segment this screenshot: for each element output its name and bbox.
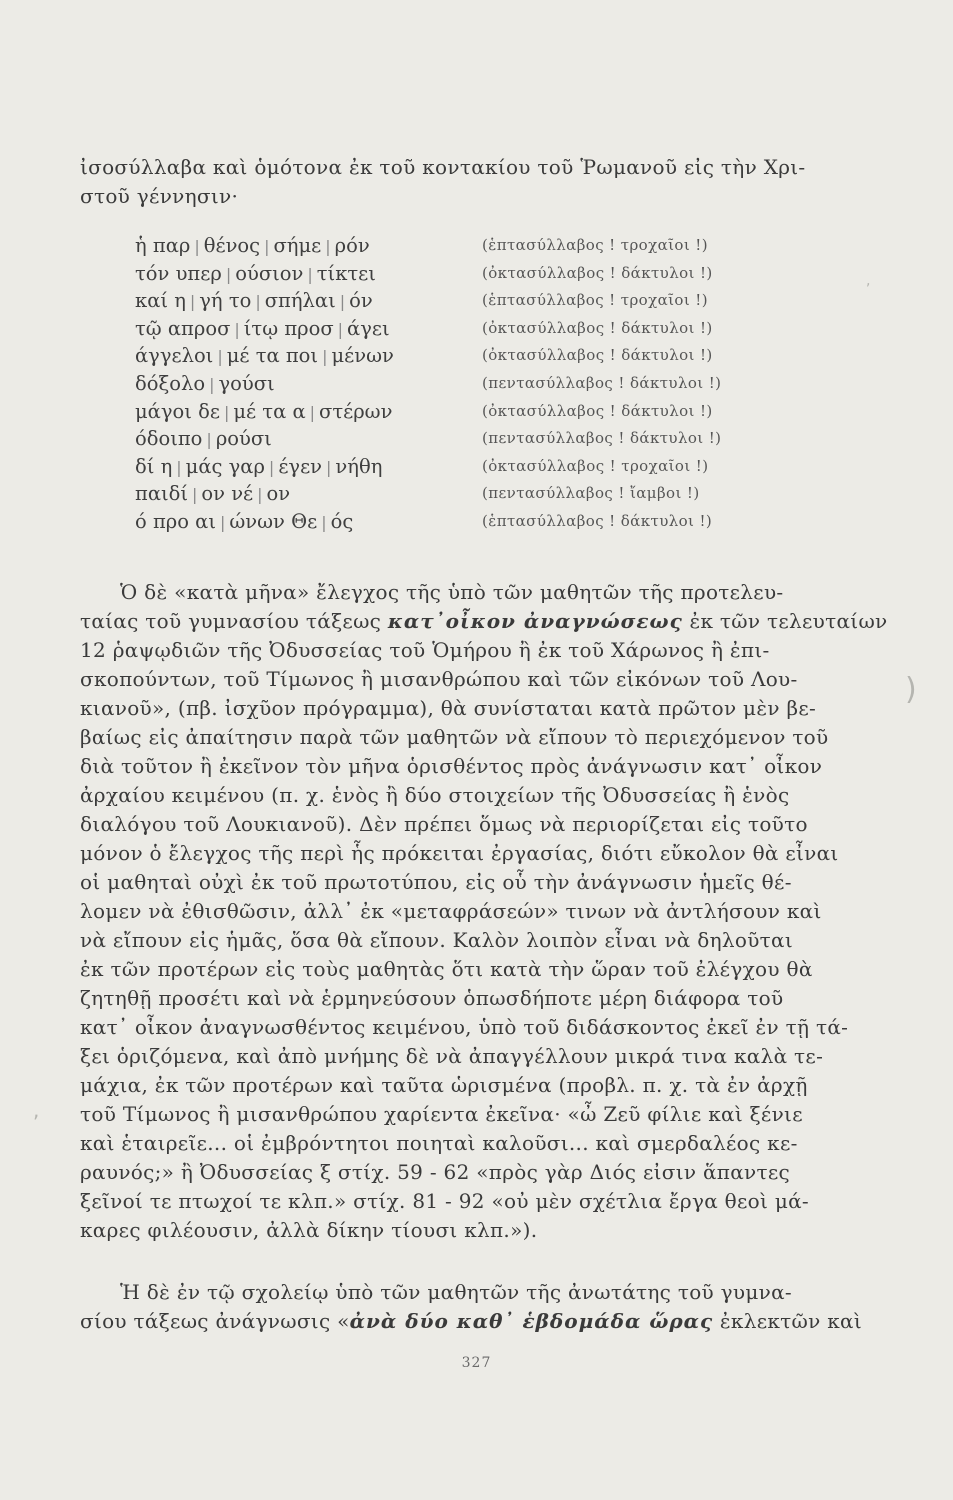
meter-annotation: (ὀκτασύλλαβος ! δάκτυλοι !)	[482, 318, 713, 337]
text-line	[80, 578, 820, 607]
text-segment: ξεῖνοί τε πτωχοί τε κλπ.» στίχ. 81 - 92 «οὐ μὲν σχέτλια ἔργα θεοὶ μά-	[80, 1189, 809, 1213]
syllable-separator: |	[206, 430, 212, 450]
syllable-group: ον νέ	[201, 482, 254, 506]
text-line	[80, 752, 823, 781]
text-line	[80, 984, 820, 1013]
syllable-group: έγεν	[278, 454, 323, 478]
hymn-row	[135, 370, 835, 398]
hymn-row	[135, 480, 835, 508]
text-segment: ἐκ τῶν τελευταίων	[682, 609, 888, 633]
syllable-group: άγγελοι	[135, 344, 214, 368]
syllable-separator: |	[268, 457, 275, 477]
text-segment: βαίως εἰς ἀπαίτησιν παρὰ τῶν μαθητῶν νὰ εἴπουν τὸ περιεχόμενον τοῦ	[80, 725, 829, 749]
hymn-row	[135, 315, 835, 343]
text-line	[80, 1129, 820, 1158]
meter-annotation: (ἑπτασύλλαβος ! τροχαῖοι !)	[482, 291, 708, 310]
hymn-row	[135, 398, 835, 426]
text-line	[80, 810, 820, 839]
text-line	[80, 1187, 820, 1216]
hymn-syllables	[135, 260, 376, 289]
syllable-group: ό προ αι	[135, 509, 216, 533]
meter-annotation: (ὀκτασύλλαβος ! δάκτυλοι !)	[482, 401, 713, 420]
text-line	[80, 665, 820, 694]
syllable-group: σπήλαι	[264, 289, 336, 313]
text-line	[80, 723, 829, 752]
syllable-group: ον	[266, 482, 291, 506]
syllable-group: τόν υπερ	[135, 261, 222, 285]
text-segment: σκοπούντων, τοῦ Τίμωνος ἢ μισανθρώπου καὶ τῶν εἰκόνων τοῦ Λου-	[80, 667, 798, 691]
hymn-syllables	[135, 425, 272, 454]
hymn-row	[135, 260, 835, 288]
text-line	[80, 607, 888, 636]
syllable-group: παιδί	[135, 482, 189, 506]
text-line	[80, 1100, 820, 1129]
syllable-group: ρόν	[334, 234, 370, 257]
text-segment: καὶ ἑταιρεῖε... οἱ ἐμβρόντητοι ποιηταὶ καλοῦσι... καὶ σμερδαλέος κε-	[80, 1131, 798, 1155]
text-line	[80, 839, 839, 868]
syllable-group: μέ τα α	[233, 399, 306, 423]
syllable-separator: |	[194, 237, 200, 256]
text-segment: κατ᾽ οἶκον ἀναγνωσθέντος κειμένου, ὑπὸ τοῦ διδάσκοντος ἐκεῖ ἐν τῇ τά-	[80, 1015, 849, 1039]
text-segment: μόνον ὁ ἔλεγχος τῆς περὶ ἧς πρόκειται ἐργασίας, διότι εὔκολον θὰ εἶναι	[80, 841, 839, 865]
syllable-group: ούσιον	[235, 261, 304, 285]
hymn-syllables	[135, 508, 353, 537]
hymn-row	[135, 232, 835, 260]
syllable-separator: |	[217, 347, 223, 367]
syllable-group: νήθη	[335, 454, 383, 478]
syllable-separator: |	[189, 292, 196, 312]
meter-annotation: (πεντασύλλαβος ! δάκτυλοι !)	[482, 429, 722, 448]
syllable-separator: |	[234, 319, 240, 339]
hymn-row	[135, 425, 835, 453]
emphasized-phrase: ἀνὰ δύο καθ᾽ ἑβδομάδα ὥρας	[349, 1309, 714, 1333]
body-paragraph-school-reading	[80, 1278, 862, 1336]
margin-comma-mark: ,	[33, 1098, 40, 1122]
meter-annotation: (πεντασύλλαβος ! ἴαμβοι !)	[482, 484, 700, 503]
hymn-row	[135, 453, 835, 481]
syllable-separator: |	[257, 485, 263, 505]
intro-line: στοῦ γέννησιν·	[80, 184, 239, 208]
text-segment: διαλόγου τοῦ Λουκιανοῦ). Δὲν πρέπει ὅμως νὰ περιορίζεται εἰς τοῦτο	[80, 812, 808, 836]
syllable-separator: |	[264, 237, 270, 256]
text-line	[80, 1042, 824, 1071]
text-line	[80, 1216, 820, 1245]
syllable-separator: |	[339, 292, 346, 312]
hymn-syllables	[135, 232, 370, 261]
syllable-group: καί η	[135, 289, 186, 313]
hymn-syllables	[135, 453, 382, 482]
margin-tick-mark: ,	[866, 273, 871, 289]
text-line	[80, 1013, 849, 1042]
syllable-separator: |	[209, 374, 215, 394]
text-segment: μάχια, ἐκ τῶν προτέρων καὶ ταῦτα ὡρισμένα (προβλ. π. χ. τὰ ἐν ἀρχῇ	[80, 1073, 808, 1097]
emphasized-phrase: κατ᾽οἶκον ἀναγνώσεως	[387, 609, 683, 633]
hymn-row	[135, 287, 835, 315]
syllable-group: δί η	[135, 454, 173, 478]
text-segment: σίου τάξεως ἀνάγνωσις «	[80, 1309, 350, 1333]
syllable-group: άγει	[347, 316, 390, 340]
syllable-separator: |	[321, 512, 327, 532]
syllable-group: θένος	[203, 234, 261, 257]
syllable-separator: |	[225, 264, 232, 284]
syllable-group: ρούσι	[215, 427, 272, 451]
text-segment: 12 ῥαψῳδιῶν τῆς Ὀδυσσείας τοῦ Ὁμήρου ἢ ἐκ τοῦ Χάρωνος ἢ ἐπι-	[80, 638, 770, 662]
text-segment: ἐκλεκτῶν καὶ	[713, 1309, 862, 1333]
syllable-separator: |	[337, 319, 344, 339]
hymn-syllables	[135, 370, 275, 399]
text-segment: Ἡ δὲ ἐν τῷ σχολείῳ ὑπὸ τῶν μαθητῶν τῆς ἀνωτάτης τοῦ γυμνα-	[120, 1280, 792, 1304]
text-line	[80, 955, 820, 984]
syllable-group: ός	[330, 509, 354, 533]
text-segment: κιανοῦ», (πβ. ἰσχῦον πρόγραμμα), θὰ συνίσταται κατὰ πρῶτον μὲν βε-	[80, 696, 817, 720]
text-segment: ραυνός;» ἢ Ὀδυσσείας ξ στίχ. 59 - 62 «πρὸς γὰρ Διός εἰσιν ἅπαντες	[80, 1160, 791, 1184]
syllable-separator: |	[192, 485, 198, 505]
text-line	[80, 897, 820, 926]
page-number: 327	[461, 1355, 492, 1371]
intro-line: ἰσοσύλλαβα καὶ ὁμότονα ἐκ τοῦ κοντακίου τοῦ Ῥωμανοῦ εἰς τὴν Χρι-	[80, 155, 806, 179]
text-segment: ξει ὁριζόμενα, καὶ ἀπὸ μνήμης δὲ νὰ ἀπαγγέλλουν μικρά τινα καλὰ τε-	[80, 1044, 824, 1068]
text-line	[80, 781, 820, 810]
text-segment: λομεν νὰ ἐθισθῶσιν, ἀλλ᾽ ἐκ «μεταφράσεών» τινων νὰ ἀντλήσουν καὶ	[80, 899, 822, 923]
text-segment: νὰ εἴπουν εἰς ἡμᾶς, ὅσα θὰ εἴπουν. Καλὸν λοιπὸν εἶναι νὰ δηλοῦται	[80, 928, 793, 952]
syllable-group: όδοιπο	[135, 427, 203, 451]
margin-paren-mark: )	[905, 672, 917, 707]
hymn-row	[135, 342, 835, 370]
meter-annotation: (πεντασύλλαβος ! δάκτυλοι !)	[482, 373, 722, 392]
syllable-separator: |	[309, 402, 316, 422]
text-line	[80, 926, 820, 955]
text-line	[80, 1158, 820, 1187]
syllable-group: γούσι	[218, 371, 275, 395]
text-line	[80, 636, 820, 665]
syllable-separator: |	[219, 512, 226, 532]
hymn-syllables	[135, 398, 392, 427]
syllable-separator: |	[325, 237, 331, 256]
hymn-syllables	[135, 342, 394, 371]
syllable-group: μάγοι δε	[135, 399, 220, 423]
text-segment: ἀρχαίου κειμένου (π. χ. ἑνὸς ἢ δύο στοιχείων τῆς Ὀδυσσείας ἢ ἑνὸς	[80, 783, 790, 807]
text-segment: ταίας τοῦ γυμνασίου τάξεως	[80, 609, 388, 633]
syllable-group: δόξολο	[135, 371, 206, 395]
syllable-separator: |	[326, 457, 332, 477]
syllable-group: ἡ παρ	[135, 234, 191, 257]
meter-annotation: (ὀκτασύλλαβος ! δάκτυλοι !)	[482, 263, 713, 282]
syllable-group: μέ τα ποι	[226, 344, 319, 368]
syllable-separator: |	[307, 264, 313, 284]
text-segment: διὰ τοῦτον ἢ ἐκεῖνον τὸν μῆνα ὁρισθέντος πρὸς ἀνάγνωσιν κατ᾽ οἶκον	[80, 754, 823, 778]
syllable-separator: |	[176, 457, 182, 477]
meter-annotation: (ἑπτασύλλαβος ! δάκτυλοι !)	[482, 511, 713, 530]
text-segment: τοῦ Τίμωνος ἢ μισανθρώπου χαρίεντα ἐκεῖνα· «ὦ Ζεῦ φίλιε καὶ ξένιε	[80, 1102, 803, 1126]
text-line	[80, 694, 820, 723]
intro-paragraph	[80, 153, 820, 211]
syllable-separator: |	[255, 292, 261, 312]
text-segment: οἱ μαθηταὶ οὐχὶ ἐκ τοῦ πρωτοτύπου, εἰς οὗ τὴν ἀνάγνωσιν ἡμεῖς θέ-	[80, 870, 792, 894]
syllable-group: τίκτει	[316, 261, 376, 285]
text-line	[80, 868, 820, 897]
meter-annotation: (ἑπτασύλλαβος ! τροχαῖοι !)	[482, 236, 708, 254]
syllable-separator: |	[223, 402, 230, 422]
syllable-group: στέρων	[319, 399, 393, 423]
syllable-group: ίτῳ προσ	[243, 316, 334, 340]
meter-annotation: (ὀκτασύλλαβος ! δάκτυλοι !)	[482, 346, 713, 365]
body-paragraph-monthly-test	[80, 578, 888, 1245]
text-segment: Ὁ δὲ «κατὰ μῆνα» ἔλεγχος τῆς ὑπὸ τῶν μαθητῶν τῆς προτελευ-	[120, 580, 784, 604]
syllable-group: γή το	[199, 289, 252, 313]
syllable-group: μένων	[331, 344, 394, 368]
syllable-group: τῷ απροσ	[135, 316, 231, 340]
text-segment: ἐκ τῶν προτέρων εἰς τοὺς μαθητὰς ὅτι κατὰ τὴν ὥραν τοῦ ἐλέγχου θὰ	[80, 957, 813, 981]
text-line	[80, 1307, 862, 1336]
hymn-syllables	[135, 480, 290, 509]
syllable-group: μάς γαρ	[185, 454, 265, 478]
text-line	[80, 1278, 820, 1307]
syllable-group: όν	[349, 289, 373, 313]
text-line	[80, 1071, 820, 1100]
syllable-group: σήμε	[273, 234, 322, 257]
hymn-syllables	[135, 287, 373, 316]
hymn-row	[135, 508, 835, 536]
hymn-syllables	[135, 315, 390, 344]
meter-annotation: (ὀκτασύλλαβος ! τροχαῖοι !)	[482, 456, 709, 475]
hymn-syllable-table	[135, 232, 835, 536]
text-segment: ζητηθῇ προσέτι καὶ νὰ ἑρμηνεύσουν ὁπωσδήποτε μέρη διάφορα τοῦ	[80, 986, 784, 1010]
text-segment: καρες φιλέουσιν, ἀλλὰ δίκην τίουσι κλπ.»).	[80, 1218, 538, 1242]
syllable-group: ώνων Θε	[229, 509, 318, 533]
syllable-separator: |	[322, 347, 328, 367]
